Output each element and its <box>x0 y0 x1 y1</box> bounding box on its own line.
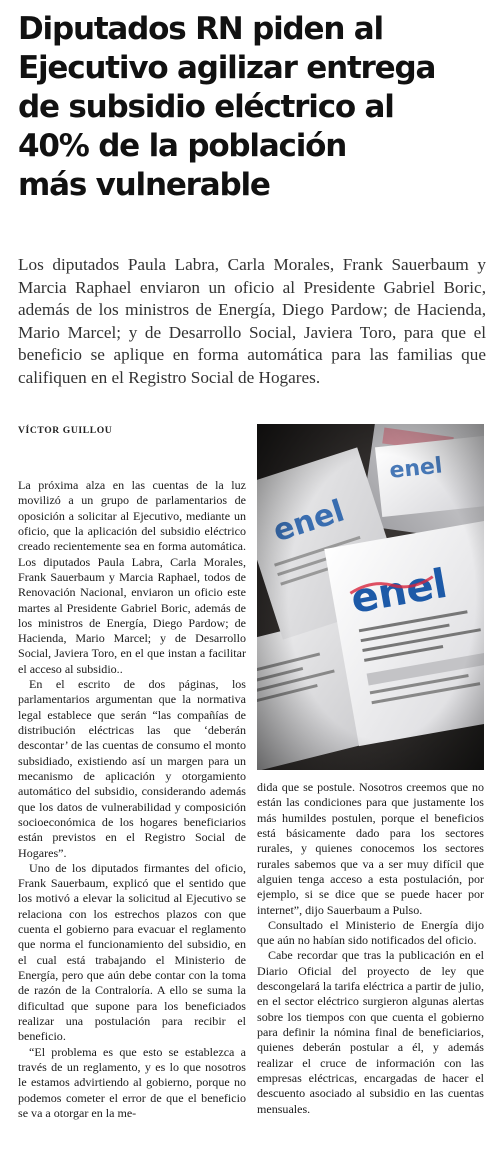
body-paragraph: Uno de los diputados firmantes del oficio, Frank Sauerbaum, explicó que el sentido que los motivó a elevar la solicitud al Ejecutivo se relaciona con los estrechos plazos con que cuenta el gobierno para evacuar el reglamento que norma el funcionamiento del subsidio, en el cual está trabajando el Ministerio de Energía, pero que aún debe contar con la toma de razón de la Contraloría. A ello se suma la dificultad que supone para los beneficiados realizar una postulación para recibir el beneficio. <box>18 860 246 1044</box>
headline-line: de subsidio eléctrico al <box>18 89 394 125</box>
body-paragraph: Cabe recordar que tras la publicación en el Diario Oficial del proyecto de ley que descongelará la tarifa eléctrica a partir de julio, en el sector eléctrico surgieron algunas alertas sobre los tiempos con que cuenta el gobierno para definir la nómina final de beneficiarios, quienes deberán postular a él, y además realizar el cruce de información con las empresas eléctricas, encargadas de hacer el descuento asociado al subsidio en las cuentas mensuales. <box>257 948 484 1116</box>
body-column-right <box>257 780 484 1117</box>
headline-line: Ejecutivo agilizar entrega <box>18 50 436 86</box>
body-paragraph: “El problema es que esto se establezca a través de un reglamento, y es lo que nosotros le estamos advirtiendo al gobierno, porque no podemos cometer el error de que el beneficio se va a otorgar en la me- <box>18 1044 246 1120</box>
body-paragraph: En el escrito de dos páginas, los parlamentarios argumentan que la normativa legal establece que serán “las compañías de distribución eléctricas las que ‘deberán descontar’ de las cuentas de consumo el monto subsidiado, existiendo así un margen para un mecanismo de aplicación y otorgamiento automático del subsidio, considerando además que los datos de vulnerabilidad y composición socioeconómica de los hogares beneficiarios están previstos en el Registro Social de Hogares”. <box>18 677 246 860</box>
headline <box>18 10 488 205</box>
body-column-left <box>18 478 246 1121</box>
byline: VÍCTOR GUILLOU <box>18 425 113 436</box>
body-paragraph: Consultado el Ministerio de Energía dijo que aún no habían sido notificados del oficio. <box>257 917 484 948</box>
body-paragraph: dida que se postule. Nosotros creemos que no están las condiciones para que justamente los más humildes postulen, porque el beneficios está básicamente dado para los sectores rurales, y quienes conocemos los sectores rurales sabemos que va a ser muy difícil que alguien tenga acceso a esta postulación, por ejemplo, si se dice que se puede hacer por internet”, dijo Sauerbaum a Pulso. <box>257 780 484 917</box>
headline-line: 40% de la población <box>18 128 347 164</box>
electricity-bills-photo <box>257 424 484 770</box>
lead-paragraph: Los diputados Paula Labra, Carla Morales, Frank Sauerbaum y Marcia Raphael enviaron un oficio al Presidente Gabriel Boric, además de los ministros de Energía, Diego Pardow; de Hacienda, Mario Marcel; y de Desarrollo Social, Javiera Toro, para que el beneficio se aplique en forma automática para las familias que califiquen en el Registro Social de Hogares. <box>18 255 486 387</box>
headline-line: más vulnerable <box>18 167 270 203</box>
body-paragraph: La próxima alza en las cuentas de la luz movilizó a un grupo de parlamentarios de oposición a solicitar al Ejecutivo, mediante un oficio, que la aplicación del subsidio eléctrico creado recientemente sea en forma automática. Los diputados Paula Labra, Carla Morales, Frank Sauerbaum y Marcia Raphael, todos de Renovación Nacional, enviaron un oficio este martes al Presidente Gabriel Boric, además de los ministros de Energía, Diego Pardow; de Hacienda, Mario Marcel; y de Desarrollo Social, Javiera Toro, en el que instan a facilitar el acceso al subsidio.. <box>18 478 246 676</box>
headline-line: Diputados RN piden al <box>18 11 383 47</box>
